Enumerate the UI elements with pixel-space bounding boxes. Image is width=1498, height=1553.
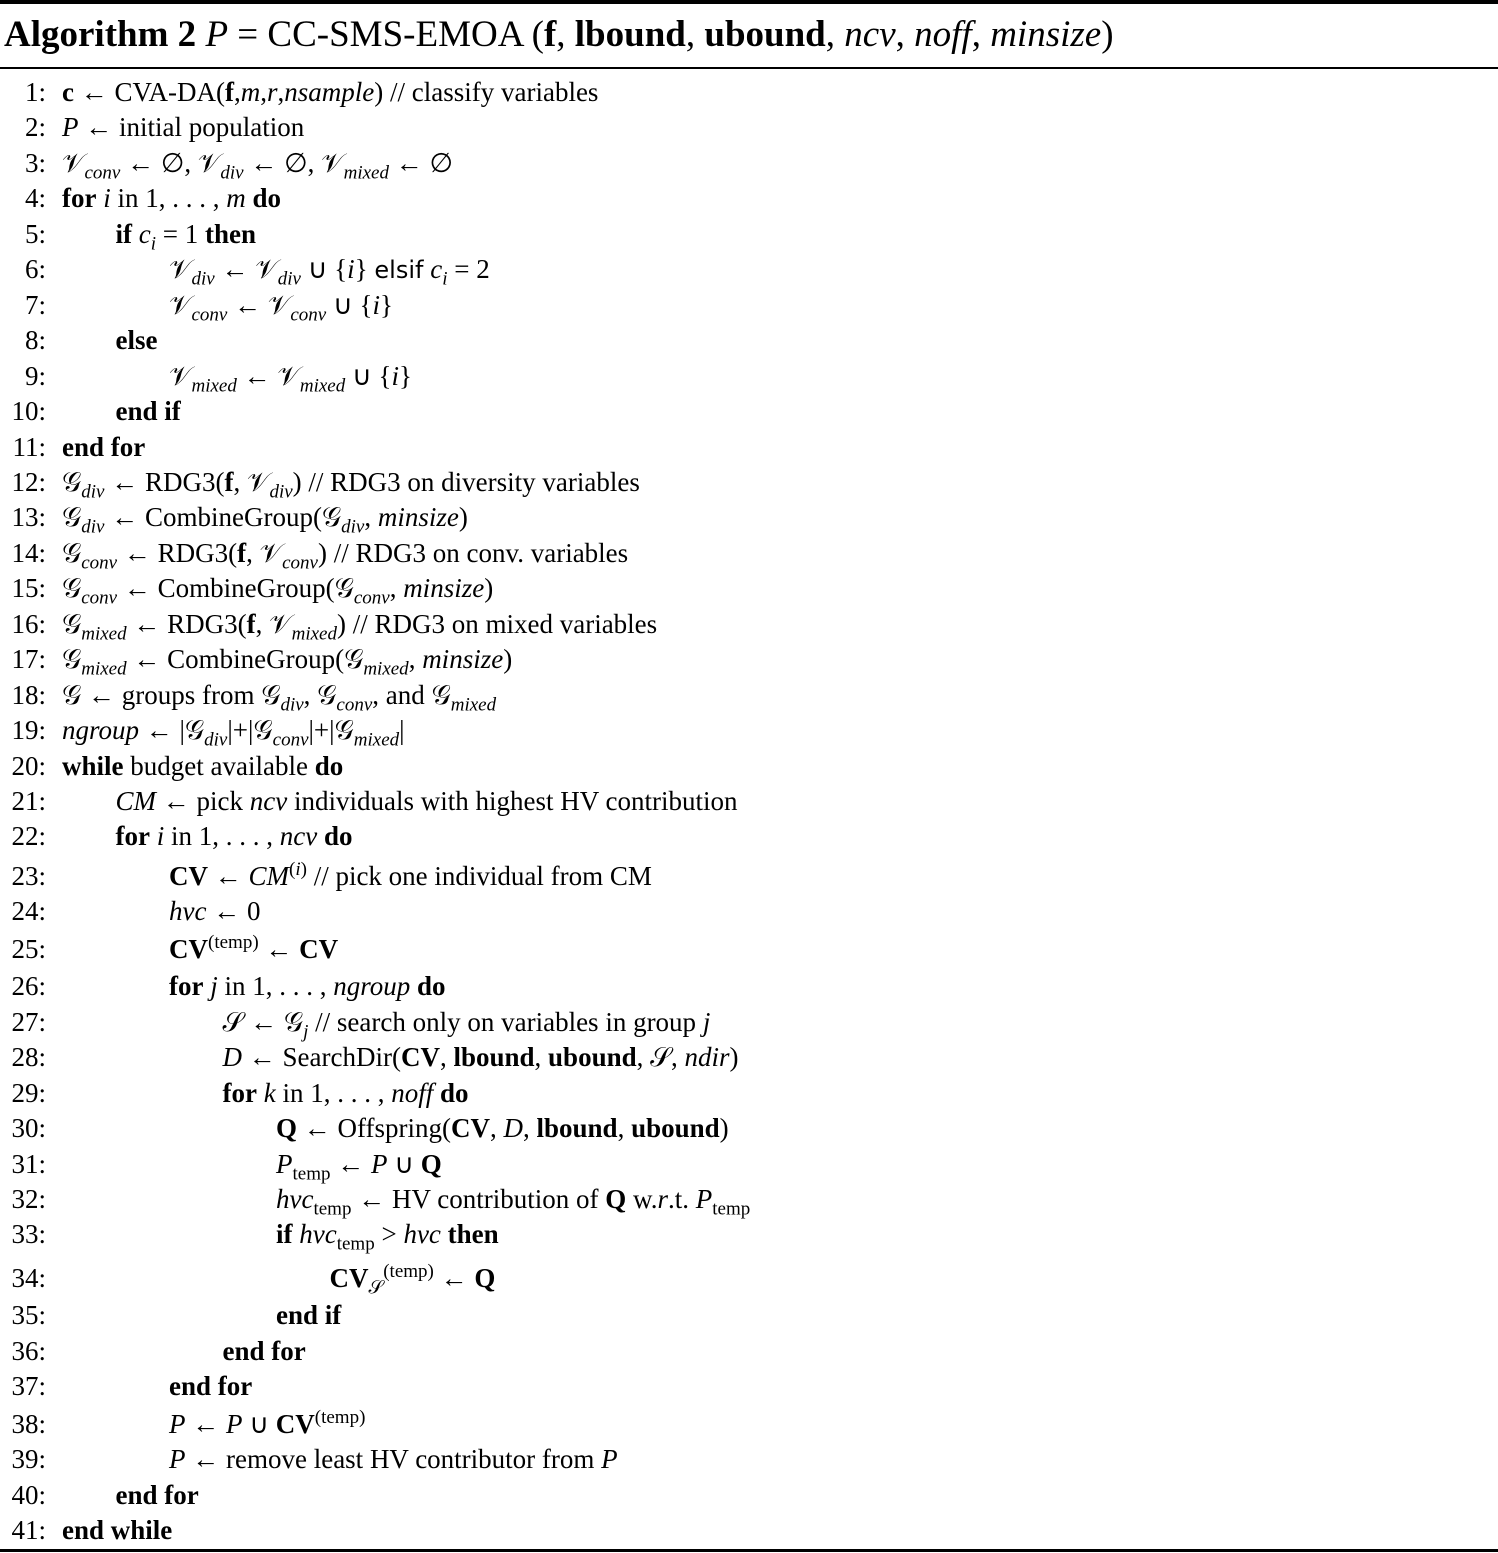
line-number: 15:: [11, 573, 46, 604]
top-rule: [0, 0, 1498, 4]
algorithm-line: [0, 1039, 739, 1075]
line-number: 12:: [11, 466, 46, 497]
line-number: 7:: [24, 289, 46, 320]
arg-ubound: ubound: [704, 14, 826, 55]
line-code: 𝒱$_{conv}$ ← 𝒱$_{conv}$ ∪ {i}: [169, 289, 393, 326]
line-number: 30:: [11, 1113, 46, 1144]
line-number: 28:: [11, 1042, 46, 1073]
algorithm-title: Algorithm 2 P = CC-SMS-EMOA (f, lbound, ubound, ncv, noff, minsize): [4, 14, 1114, 55]
algorithm-line: [0, 968, 446, 1004]
line-number: 38:: [11, 1408, 46, 1439]
title-rule: [0, 67, 1498, 69]
algorithm-line: [0, 712, 405, 751]
algorithm-line: [0, 393, 181, 429]
line-code: while budget available do: [62, 750, 344, 781]
line-code: end for: [222, 1335, 306, 1366]
line-code: for i in 1, . . . , ncv do: [115, 821, 353, 852]
line-code: 𝒱$_{conv}$ ← ∅, 𝒱$_{div}$ ← ∅, 𝒱$_{mixed}$ ← ∅: [62, 147, 454, 184]
line-number: 31:: [11, 1148, 46, 1179]
line-code: hvc$_{temp}$ ← HV contribution of Q w.r.t. $P_{temp}$: [276, 1183, 751, 1220]
line-number: 34:: [11, 1262, 46, 1293]
algorithm-line: [0, 1297, 342, 1333]
line-number: 14:: [11, 537, 46, 568]
line-code: for j in 1, . . . , ngroup do: [169, 971, 446, 1002]
algorithm-label: Algorithm 2: [4, 14, 197, 55]
line-code: 𝒢$_{conv}$ ← RDG3(f, 𝒱$_{conv}$) // RDG3 on conv. variables: [62, 537, 629, 574]
line-number: 37:: [11, 1371, 46, 1402]
algorithm-line: [0, 287, 393, 326]
algorithm-line: [0, 931, 339, 967]
algorithm-line: [0, 1512, 173, 1548]
algorithm-line: [0, 1333, 306, 1369]
line-code: if hvc$_{temp}$ > hvc then: [276, 1219, 499, 1255]
algorithm-line: [0, 570, 494, 609]
line-code: 𝒢$_{mixed}$ ← RDG3(f, 𝒱$_{mixed}$) // RDG3 on mixed variables: [62, 608, 658, 645]
bottom-rule: [0, 1549, 1498, 1552]
algorithm-line: [0, 109, 305, 145]
algorithm-line: [0, 1406, 366, 1442]
line-number: 1:: [24, 77, 46, 107]
line-code: 𝒱$_{div}$ ← 𝒱$_{div}$ ∪ {i} elsif $c_i = 2$: [169, 254, 490, 290]
line-number: 40:: [11, 1479, 46, 1510]
algorithm-line: [0, 322, 158, 358]
algorithm-line: [0, 499, 468, 538]
line-number: 27:: [11, 1006, 46, 1037]
line-code: $CV_𝒮^{(temp)}$ ← Q: [329, 1260, 496, 1299]
line-code: P ← initial population: [62, 112, 305, 143]
line-code: 𝒢$_{div}$ ← CombineGroup(𝒢$_{div}$, minsize): [62, 502, 468, 538]
algorithm-line: [0, 216, 257, 255]
line-code: $CV^{(temp)}$ ← CV: [169, 931, 339, 964]
line-number: 10:: [11, 396, 46, 427]
algorithm-line: [0, 1441, 618, 1477]
line-code: c ← CVA-DA(f,m,r,nsample) // classify variables: [62, 77, 599, 107]
algorithm-line: [0, 535, 629, 574]
line-code: CV ← CM$^{(i)}$ // pick one individual from CM: [169, 858, 652, 891]
line-code: 𝒢 ← groups from 𝒢$_{div}$, 𝒢$_{conv}$, and 𝒢$_{mixed}$: [62, 679, 497, 716]
line-code: end if: [276, 1300, 342, 1331]
algorithm-line: [0, 858, 652, 894]
line-number: 36:: [11, 1335, 46, 1366]
line-code: 𝒢$_{conv}$ ← CombineGroup(𝒢$_{conv}$, minsize): [62, 573, 494, 609]
line-code: end if: [115, 396, 181, 427]
algorithm-line: [0, 893, 261, 929]
algorithm-line: [0, 1181, 751, 1220]
line-number: 2:: [24, 112, 46, 143]
arg-lbound: lbound: [574, 14, 686, 55]
line-number: 22:: [11, 821, 46, 852]
algorithm-line: [0, 783, 738, 819]
line-number: 4:: [24, 183, 46, 214]
line-number: 21:: [11, 786, 46, 816]
line-number: 9:: [24, 360, 46, 391]
algorithm-line: [0, 677, 497, 716]
arg-f: f: [543, 14, 557, 55]
line-number: 29:: [11, 1077, 46, 1108]
line-number: 25:: [11, 933, 46, 964]
line-code: P ← remove least HV contributor from P: [169, 1444, 618, 1475]
algorithm-line: [0, 429, 146, 465]
line-code: CM ← pick ncv individuals with highest HV contribution: [115, 786, 738, 816]
line-number: 33:: [11, 1219, 46, 1250]
algorithm-line: [0, 818, 353, 854]
line-number: 13:: [11, 502, 46, 533]
line-code: ngroup ← |𝒢$_{div}$|+|𝒢$_{conv}$|+|𝒢$_{mixed}$|: [62, 715, 405, 751]
algorithm-line: [0, 74, 599, 110]
line-code: else: [115, 325, 158, 356]
algorithm-line: [0, 1368, 253, 1404]
line-code: for k in 1, . . . , noff do: [222, 1077, 469, 1108]
line-code: P ← P ∪ $CV^{(temp)}$: [169, 1406, 366, 1439]
line-code: end while: [62, 1515, 173, 1545]
line-number: 18:: [11, 679, 46, 710]
algorithm-line: [0, 1075, 469, 1111]
arg-noff: noff: [914, 14, 972, 55]
arg-ncv: ncv: [844, 14, 896, 55]
algorithm-line: [0, 1216, 499, 1255]
algorithm-line: [0, 145, 454, 184]
line-code: $P_{temp}$ ← P ∪ Q: [276, 1148, 442, 1184]
algorithm-line: [0, 1146, 442, 1184]
line-code: end for: [62, 431, 146, 462]
algorithm-line: [0, 748, 344, 784]
line-number: 6:: [24, 254, 46, 285]
line-number: 39:: [11, 1444, 46, 1475]
algorithm-line: [0, 1110, 729, 1146]
line-number: 24:: [11, 896, 46, 927]
algorithm-line: [0, 1260, 496, 1299]
algorithm-line: [0, 641, 513, 680]
line-number: 16:: [11, 608, 46, 639]
line-number: 20:: [11, 750, 46, 781]
arg-minsize: minsize: [990, 14, 1102, 55]
algorithm-line: [0, 358, 412, 396]
algorithm-line: [0, 180, 282, 216]
line-number: 32:: [11, 1183, 46, 1214]
line-code: 𝒮 ← 𝒢$_j$ // search only on variables in group j: [222, 1006, 711, 1043]
line-number: 8:: [24, 325, 46, 356]
algorithm-line: [0, 1477, 199, 1513]
line-number: 35:: [11, 1300, 46, 1331]
line-code: 𝒢$_{div}$ ← RDG3(f, 𝒱$_{div}$) // RDG3 on diversity variables: [62, 466, 640, 503]
line-code: 𝒱$_{mixed}$ ← 𝒱$_{mixed}$ ∪ {i}: [169, 360, 412, 396]
line-number: 3:: [24, 147, 46, 178]
algorithm-line: [0, 606, 658, 645]
algorithm-line: [0, 251, 490, 290]
line-code: hvc ← 0: [169, 896, 261, 927]
line-number: 17:: [11, 644, 46, 675]
line-number: 11:: [12, 431, 46, 462]
line-code: end for: [169, 1371, 253, 1402]
line-code: Q ← Offspring(CV, D, lbound, ubound): [276, 1113, 729, 1144]
algorithm-line: [0, 1004, 711, 1043]
line-code: if $c_i = 1$ then: [115, 218, 257, 255]
line-code: D ← SearchDir(CV, lbound, ubound, 𝒮, ndir): [222, 1042, 739, 1073]
line-number: 23:: [11, 860, 46, 891]
line-number: 19:: [11, 715, 46, 746]
algorithm-line: [0, 464, 640, 503]
line-number: 5:: [24, 218, 46, 249]
line-code: for i in 1, . . . , m do: [62, 183, 282, 214]
line-code: 𝒢$_{mixed}$ ← CombineGroup(𝒢$_{mixed}$, minsize): [62, 644, 513, 680]
line-number: 41:: [11, 1515, 46, 1545]
line-number: 26:: [11, 971, 46, 1002]
line-code: end for: [115, 1479, 199, 1510]
